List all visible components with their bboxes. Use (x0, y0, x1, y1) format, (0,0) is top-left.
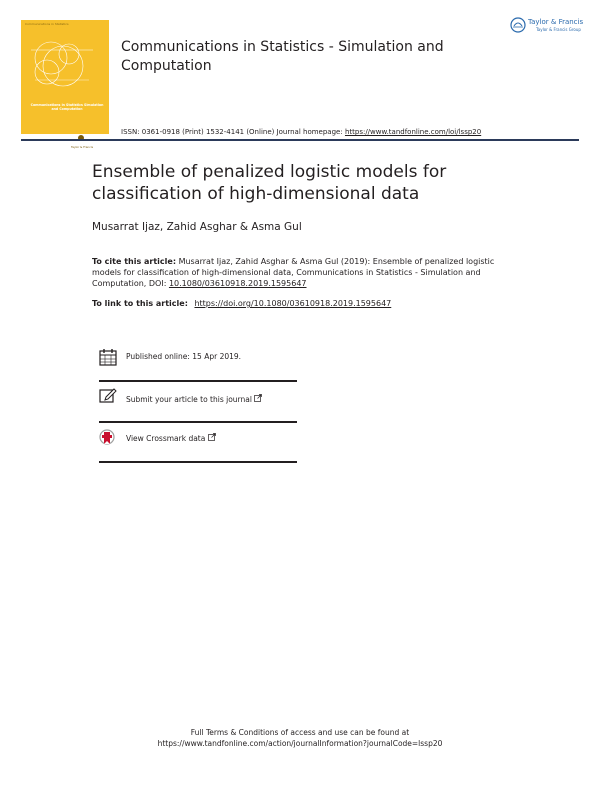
cover-art (21, 20, 109, 134)
publisher-logo-icon (510, 17, 526, 33)
terms-footer (100, 727, 500, 749)
submit-article-label: Submit your article to this journal (126, 395, 252, 404)
journal-title[interactable]: Communications in Statistics - Simulation and Computation (121, 39, 444, 74)
citation-label: To cite this article: (92, 257, 177, 266)
published-date: Published online: 15 Apr 2019. (126, 352, 242, 361)
header-divider (21, 139, 579, 141)
journal-info-link[interactable]: https://www.tandfonline.com/action/journalInformation?journalCode=lssp20 (157, 739, 443, 748)
meta-divider (99, 461, 297, 463)
external-link-icon (254, 394, 262, 402)
crossmark-link[interactable] (126, 433, 216, 443)
terms-line: Full Terms & Conditions of access and use can be found at (190, 728, 410, 737)
citation-text: Musarrat Ijaz, Zahid Asghar & Asma Gul (2019): Ensemble of penalized logistic models for classification of high-dimensional data, Communications in Statistics - Simulation and Computation, DOI: (92, 257, 495, 288)
article-authors: Musarrat Ijaz, Zahid Asghar & Asma Gul (92, 221, 302, 233)
submit-article-row[interactable] (99, 387, 297, 417)
citation-block (92, 256, 502, 289)
crossmark-row[interactable] (99, 429, 297, 459)
calendar-icon (99, 348, 117, 366)
article-doi-url[interactable]: https://doi.org/10.1080/03610918.2019.1595647 (194, 299, 392, 308)
meta-divider (99, 421, 297, 423)
article-title: Ensemble of penalized logistic models for classification of high-dimensional data (92, 162, 447, 204)
journal-homepage-link[interactable]: https://www.tandfonline.com/loi/lssp20 (344, 128, 482, 136)
publisher-logo-name: Taylor & Francis (528, 18, 584, 26)
crossmark-icon (99, 429, 115, 447)
cover-publisher-text: Taylor & Francis (71, 145, 94, 149)
article-link-line (92, 299, 391, 308)
published-row (99, 348, 297, 378)
edit-icon (99, 387, 117, 403)
external-link-icon (208, 433, 216, 441)
journal-cover[interactable] (21, 20, 109, 149)
crossmark-label: View Crossmark data (126, 434, 206, 443)
cover-top-text: Communications in Statistics (25, 22, 69, 26)
issn-text: ISSN: 0361-0918 (Print) 1532-4141 (Online) Journal homepage: (121, 128, 343, 136)
meta-divider (99, 380, 297, 382)
cover-title-text: Communications in Statistics Simulation and Computation (30, 103, 104, 111)
submit-article-link[interactable] (126, 394, 262, 404)
publisher-logo-sub: Taylor & Francis Group (536, 27, 581, 32)
citation-doi-link[interactable]: 10.1080/03610918.2019.1595647 (168, 279, 307, 288)
link-label: To link to this article: (92, 299, 188, 308)
issn-line (121, 128, 481, 136)
